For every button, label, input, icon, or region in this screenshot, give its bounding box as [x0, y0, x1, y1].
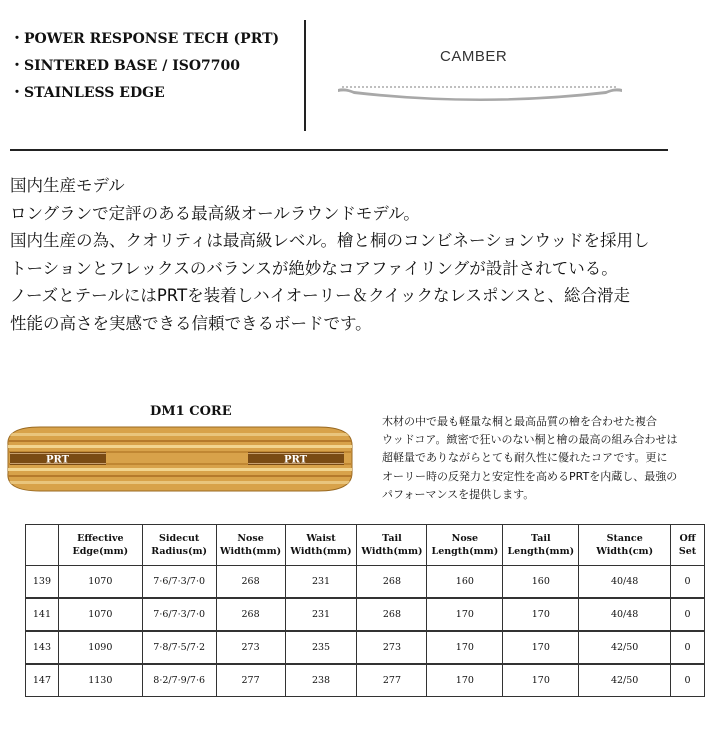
description-line: 国内生産の為、クオリティは最高級レベル。檜と桐のコンビネーションウッドを採用し — [10, 231, 650, 251]
header-offset: Off Set — [671, 525, 705, 566]
cell-size: 147 — [26, 664, 59, 697]
cell-effective-edge: 1090 — [58, 631, 142, 664]
cell-stance-width: 40/48 — [579, 598, 671, 631]
prt-label-right: PRT — [284, 454, 308, 466]
table-row — [26, 566, 705, 599]
cell-effective-edge: 1130 — [58, 664, 142, 697]
header-tail-width: Tail Width(mm) — [357, 525, 427, 566]
core-description-line: 木材の中で最も軽量な桐と最高品質の檜を合わせた複合 — [382, 415, 657, 428]
prt-insert-right — [248, 452, 344, 466]
cell-size: 141 — [26, 598, 59, 631]
cell-offset: 0 — [671, 566, 705, 599]
cell-size: 139 — [26, 566, 59, 599]
cell-nose-length: 160 — [427, 566, 503, 599]
table-row — [26, 631, 705, 664]
cell-tail-length: 170 — [503, 664, 579, 697]
table-row — [26, 598, 705, 631]
cell-waist-width: 231 — [285, 566, 357, 599]
header-nose-length: Nose Length(mm) — [427, 525, 503, 566]
core-description-line: 超軽量でありながらとても耐久性に優れたコアです。更に — [382, 451, 668, 465]
table-header-row — [26, 525, 705, 566]
cell-stance-width: 42/50 — [579, 664, 671, 697]
cell-tail-width: 268 — [357, 566, 427, 599]
description-line: 性能の高さを実感できる信頼できるボードです。 — [10, 313, 372, 333]
cell-waist-width: 231 — [285, 598, 357, 631]
feature-item-edge: ・STAINLESS EDGE — [10, 85, 165, 101]
core-title: DM1 CORE — [150, 404, 232, 419]
core-description-line: パフォーマンスを提供します。 — [382, 487, 535, 501]
header-tail-length: Tail Length(mm) — [503, 525, 579, 566]
cell-nose-length: 170 — [427, 631, 503, 664]
cell-offset: 0 — [671, 631, 705, 664]
cell-tail-width: 268 — [357, 598, 427, 631]
description-line: ノーズとテールにはPRTを装着しハイオーリー＆クイックなレスポンスと、総合滑走 — [10, 286, 631, 306]
cell-offset: 0 — [671, 664, 705, 697]
cell-nose-width: 268 — [216, 598, 285, 631]
camber-profile-illustration — [330, 78, 630, 108]
description-line: トーションとフレックスのバランスが絶妙なコアファイリングが設計されている。 — [10, 258, 618, 278]
header-nose-width: Nose Width(mm) — [216, 525, 285, 566]
cell-stance-width: 42/50 — [579, 631, 671, 664]
cell-effective-edge: 1070 — [58, 598, 142, 631]
header-waist-width: Waist Width(mm) — [285, 525, 357, 566]
cell-effective-edge: 1070 — [58, 566, 142, 599]
table-row — [26, 664, 705, 697]
core-description-line: ウッドコア。緻密で狂いのない桐と檜の最高の組み合わせは — [382, 433, 678, 447]
header-effective-edge: Effective Edge(mm) — [58, 525, 142, 566]
spec-table — [25, 524, 705, 697]
cell-sidecut-radius: 7·6/7·3/7·0 — [142, 598, 216, 631]
cell-stance-width: 40/48 — [579, 566, 671, 599]
prt-label-left: PRT — [46, 454, 70, 466]
cell-nose-width: 277 — [216, 664, 285, 697]
feature-item-base: ・SINTERED BASE / ISO7700 — [10, 58, 241, 74]
core-description-line: オーリー時の反発力と安定性を高めるPRTを内蔵し、最強の — [382, 469, 678, 483]
core-description — [382, 413, 677, 504]
cell-tail-width: 277 — [357, 664, 427, 697]
camber-board-shape — [338, 88, 622, 101]
cell-nose-width: 268 — [216, 566, 285, 599]
description-line: 国内生産モデル — [10, 176, 125, 195]
cell-tail-length: 170 — [503, 598, 579, 631]
cell-tail-length: 170 — [503, 631, 579, 664]
vertical-divider — [304, 20, 306, 131]
header-stance-width: Stance Width(cm) — [579, 525, 671, 566]
camber-label: CAMBER — [440, 48, 508, 65]
cell-sidecut-radius: 8·2/7·9/7·6 — [142, 664, 216, 697]
header-sidecut-radius: Sidecut Radius(m) — [142, 525, 216, 566]
prt-insert-left — [10, 452, 106, 466]
cell-sidecut-radius: 7·8/7·5/7·2 — [142, 631, 216, 664]
cell-sidecut-radius: 7·6/7·3/7·0 — [142, 566, 216, 599]
cell-tail-length: 160 — [503, 566, 579, 599]
feature-list — [10, 26, 279, 107]
cell-waist-width: 235 — [285, 631, 357, 664]
horizontal-divider — [10, 149, 668, 151]
product-description — [10, 172, 650, 338]
cell-size: 143 — [26, 631, 59, 664]
header-size — [26, 525, 59, 566]
cell-nose-length: 170 — [427, 598, 503, 631]
cell-waist-width: 238 — [285, 664, 357, 697]
core-board-illustration — [0, 423, 360, 495]
description-line: ロングランで定評のある最高級オールラウンドモデル。 — [10, 203, 420, 223]
cell-nose-length: 170 — [427, 664, 503, 697]
feature-item-prt: ・POWER RESPONSE TECH (PRT) — [10, 31, 280, 47]
cell-tail-width: 273 — [357, 631, 427, 664]
cell-offset: 0 — [671, 598, 705, 631]
cell-nose-width: 273 — [216, 631, 285, 664]
